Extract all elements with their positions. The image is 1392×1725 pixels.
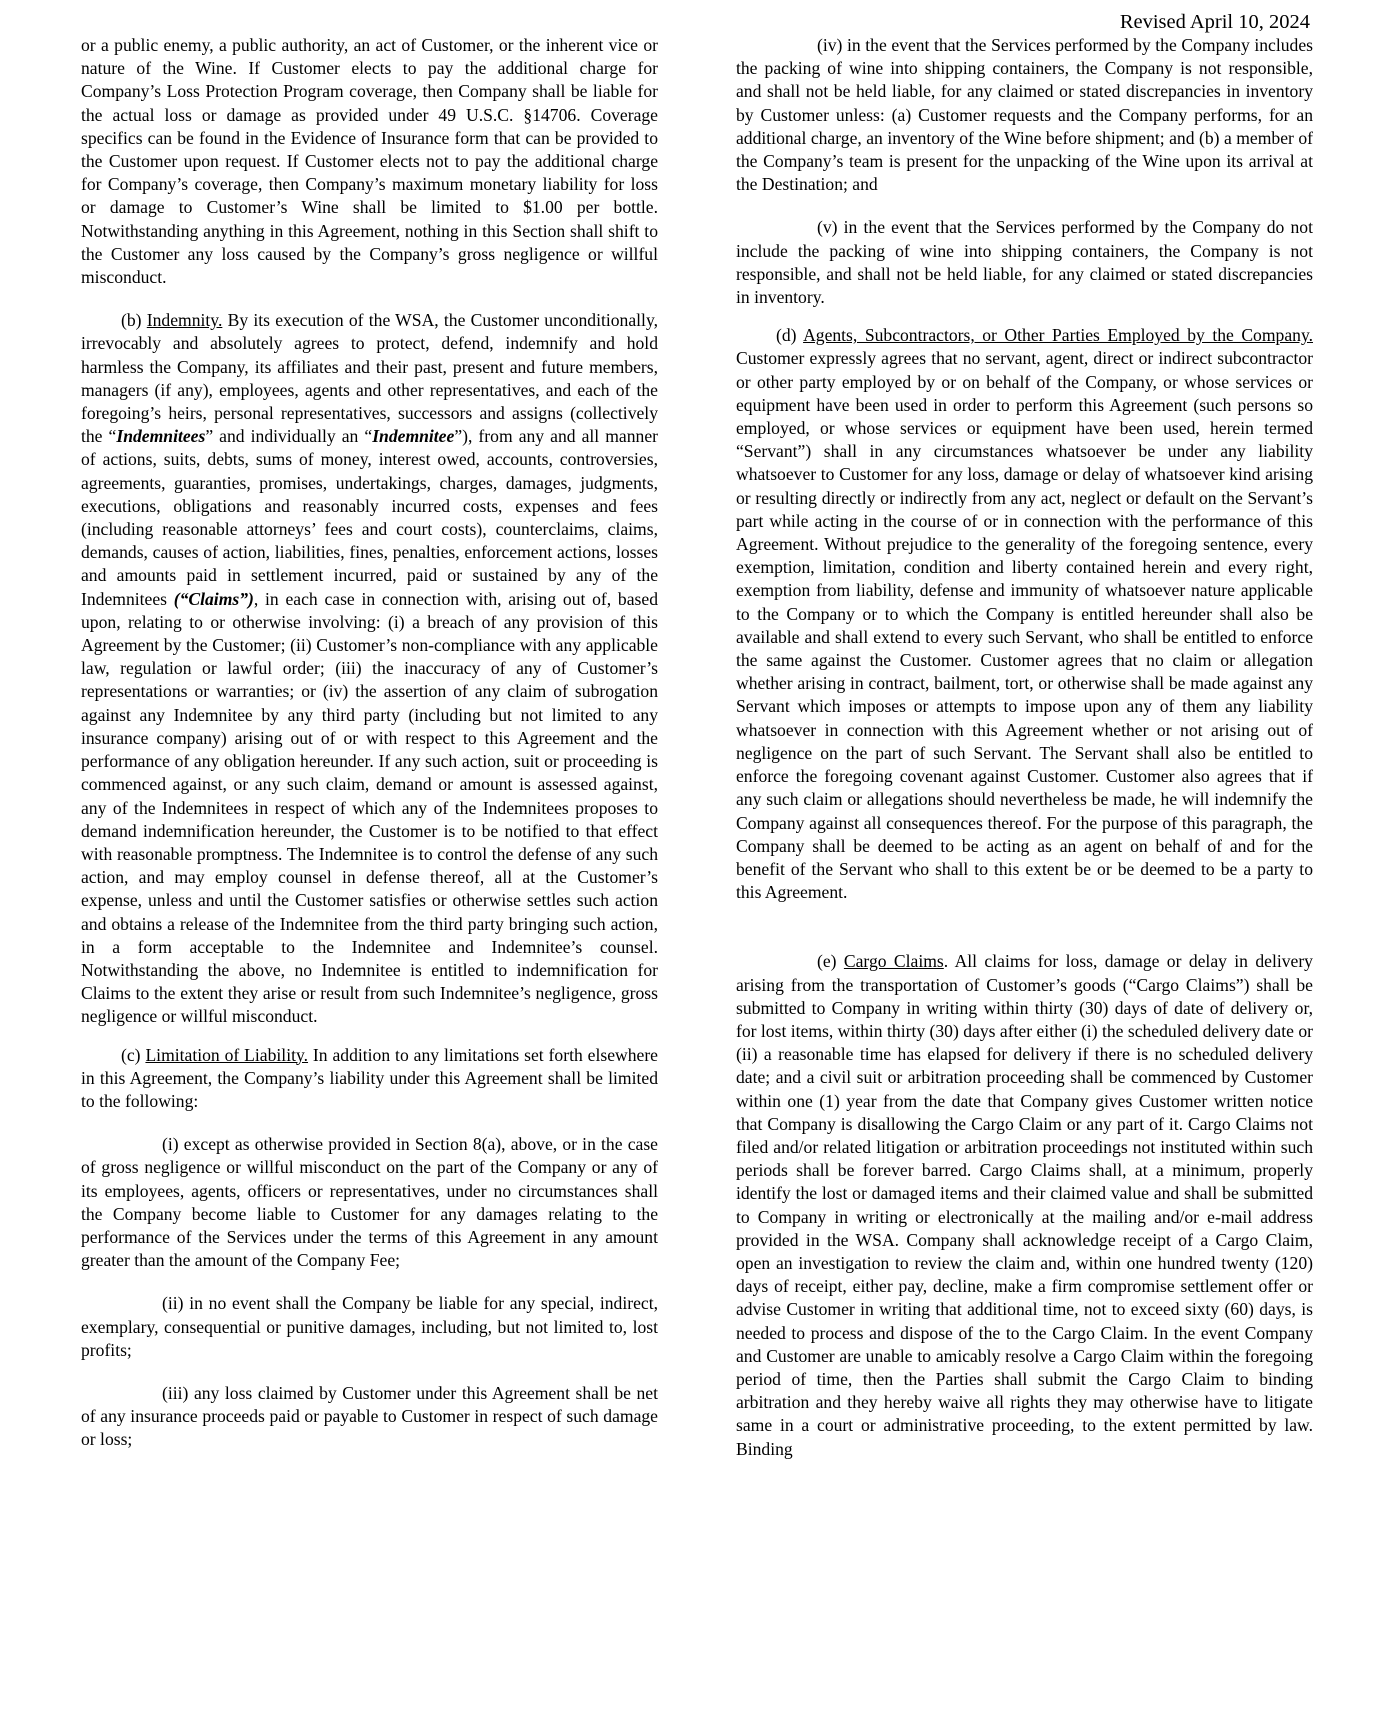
limitation-paragraph	[81, 1044, 658, 1114]
revision-date: Revised April 10, 2024	[1119, 11, 1310, 33]
agents-text: Customer expressly agrees that no servant, agent, direct or indirect subcontractor or other party employed by or on behalf of the Company, or whose services or equipment have been used in order to perform this Agreement (such persons so employed, or whose services or equipment have been used, herein termed “Servant”) shall in any circumstances whatsoever be under any liability whatsoever to Customer for any loss, damage or delay of whatsoever kind arising or resulting directly or indirectly from any act, neglect or default on the Servant’s part while acting in the course of or in connection with the performance of this Agreement. Without prejudice to the generality of the foregoing sentence, every exemption, limitation, condition and liberty contained herein and every right, exemption from liability, defense and immunity of whatsoever nature applicable to the Company or to which the Company is entitled hereunder shall also be available and shall extend to every such Servant, who shall be entitled to enforce the same against the Customer. Customer agrees that no claim or allegation whether arising in contract, bailment, tort, or otherwise shall be made against any Servant which imposes or attempts to impose upon any of them any liability whatsoever in connection with this Agreement whether or not arising out of negligence on the part of such Servant. The Servant shall also be entitled to enforce the foregoing covenant against Customer. Customer also agrees that if any such claim or allegations should nevertheless be made, he will indemnify the Company against all consequences thereof. For the purpose of this paragraph, the Company shall be deemed to be acting as an agent on behalf of and for the benefit of the Servant who shall to this extent be or be deemed to be a party to this Agreement.	[736, 348, 1313, 903]
indemnity-text-3: ”), from any and all manner of actions, suits, debts, sums of money, interest owed, accounts, controversies, agreements, guaranties, promises, undertakings, charges, damages, judgments, executions, obligations and reasonably incurred costs, expenses and fees (including reasonable attorneys’ fees and court costs), counterclaims, claims, demands, causes of action, liabilities, fines, penalties, enforcement actions, losses and amounts paid in settlement incurred, paid or sustained by any of the Indemnitees	[81, 426, 658, 609]
loss-protection-paragraph: or a public enemy, a public authority, an act of Customer, or the inherent vice or nature of the Wine. If Customer elects to pay the additional charge for Company’s Loss Protection Program coverage, then Company shall be liable for the actual loss or damage as provided under 49 U.S.C. §14706. Coverage specifics can be found in the Evidence of Insurance form that can be provided to the Customer upon request. If Customer elects not to pay the additional charge for Company’s coverage, then Company’s maximum monetary liability for loss or damage to Customer’s Wine shall be limited to $1.00 per bottle. Notwithstanding anything in this Agreement, nothing in this Section shall shift to the Customer any loss caused by the Company’s gross negligence or willful misconduct.	[81, 35, 658, 288]
limitation-item-iii: (iii) any loss claimed by Customer under this Agreement shall be net of any insurance proceeds paid or payable to Customer in respect of such damage or loss;	[81, 1382, 658, 1450]
limitation-item-ii: (ii) in no event shall the Company be liable for any special, indirect, exemplary, consequential or punitive damages, including, but not limited to, lost profits;	[81, 1293, 658, 1360]
cargo-claims-label: (e)	[817, 951, 844, 972]
left-column	[81, 34, 658, 1452]
cargo-claims-heading: Cargo Claims	[843, 951, 944, 972]
indemnity-text-1: By its execution of the WSA, the Customer unconditionally, irrevocably and absolutely agrees to protect, defend, indemnify and hold harmless the Company, its affiliates and their past, present and future members, managers (if any), employees, agents and other representatives, and each of the foregoing’s heirs, personal representatives, successors and assigns (collectively the “	[81, 310, 658, 447]
agents-heading: Agents, Subcontractors, or Other Parties Employed by the Company.	[803, 325, 1313, 346]
claims-term: (“Claims”)	[173, 588, 254, 609]
limitation-item-iv: (iv) in the event that the Services performed by the Company includes the packing of wine into shipping containers, the Company is not responsible, and shall not be held liable, for any claimed or stated discrepancies in inventory by Customer unless: (a) Customer requests and the Company performs, for an additional charge, an inventory of the Wine before shipment; and (b) a member of the Company’s team is present for the unpacking of the Wine upon its arrival at the Destination; and	[736, 35, 1313, 195]
cargo-claims-text: . All claims for loss, damage or delay in delivery arising from the transportation of Customer’s goods (“Cargo Claims”) shall be submitted to Company in writing within thirty (30) days of date of delivery or, for lost items, within thirty (30) days after either (i) the scheduled delivery date or (ii) a reasonable time has elapsed for delivery if there is no scheduled delivery date; and a civil suit or arbitration proceeding shall be commenced by Customer within one (1) year from the date that Company gives Customer written notice that Company is disallowing the Cargo Claim or any part of it. Cargo Claims not filed and/or related litigation or arbitration proceedings not instituted within such periods shall be forever barred. Cargo Claims shall, at a minimum, properly identify the lost or damaged items and their claimed value and shall be submitted to Company in writing or electronically at the mailing and/or e-mail address provided in the WSA. Company shall acknowledge receipt of a Cargo Claim, open an investigation to review the claim and, within one hundred twenty (120) days of receipt, either pay, decline, make a firm compromise settlement offer or advise Customer in writing that additional time, not to exceed sixty (60) days, is needed to process and dispose of the to the Cargo Claim. In the event Company and Customer are unable to amicably resolve a Cargo Claim within the foregoing period of time, then the Parties shall submit the Cargo Claim to binding arbitration and they hereby waive all rights they may otherwise have to litigate same in a court or administrative proceeding, to the extent permitted by law. Binding	[736, 951, 1313, 1459]
cargo-claims-paragraph	[736, 950, 1313, 1460]
limitation-label: (c)	[121, 1044, 146, 1065]
right-column	[736, 34, 1313, 1461]
indemnity-paragraph	[81, 309, 658, 1028]
indemnity-text-4: , in each case in connection with, arising out of, based upon, relating to or otherwise involving: (i) a breach of any provision of this Agreement by the Customer; (ii) Customer’s non-compliance with any applicable law, regulation or lawful order; (iii) the inaccuracy of any of Customer’s representations or warranties; or (iv) the assertion of any claim of subrogation against any Indemnitee by any third party (including but not limited to any insurance company) arising out of or with respect to this Agreement and the performance of any obligation hereunder. If any such action, suit or proceeding is commenced against, or any such claim, demand or amount is assessed against, any of the Indemnitees in respect of which any of the Indemnitees proposes to demand indemnification hereunder, the Customer is to be notified to that effect with reasonable promptness. The Indemnitee is to control the defense of any such action, and may employ counsel in defense thereof, all at the Customer’s expense, unless and until the Customer satisfies or otherwise settles such action and obtains a release of the Indemnitee from the third party bringing such action, in a form acceptable to the Indemnitee and Indemnitee’s counsel. Notwithstanding the above, no Indemnitee is entitled to indemnification for Claims to the extent they arise or result from such Indemnitee’s negligence, gross negligence or willful misconduct.	[81, 588, 658, 1027]
indemnity-label: (b)	[121, 310, 147, 331]
limitation-text: In addition to any limitations set forth elsewhere in this Agreement, the Company’s liability under this Agreement shall be limited to the following:	[81, 1044, 658, 1111]
indemnity-heading: Indemnity.	[146, 310, 223, 331]
limitation-item-v: (v) in the event that the Services performed by the Company do not include the packing of wine into shipping containers, the Company is not responsible, and shall not be held liable, for any claimed or stated discrepancies in inventory.	[736, 217, 1313, 308]
indemnitees-term: Indemnitees	[116, 426, 206, 447]
agents-paragraph	[736, 324, 1313, 904]
indemnitee-term: Indemnitee	[372, 426, 455, 447]
indemnity-text-2: ” and individually an “	[205, 426, 373, 447]
agents-label: (d)	[776, 325, 804, 346]
limitation-heading: Limitation of Liability.	[145, 1044, 309, 1065]
limitation-item-i: (i) except as otherwise provided in Section 8(a), above, or in the case of gross negligence or willful misconduct on the part of the Company or any of its employees, agents, officers or representatives, under no circumstances shall the Company become liable to Customer for any damages relating to the performance of the Services under the terms of this Agreement in any amount greater than the amount of the Company Fee;	[81, 1134, 658, 1271]
